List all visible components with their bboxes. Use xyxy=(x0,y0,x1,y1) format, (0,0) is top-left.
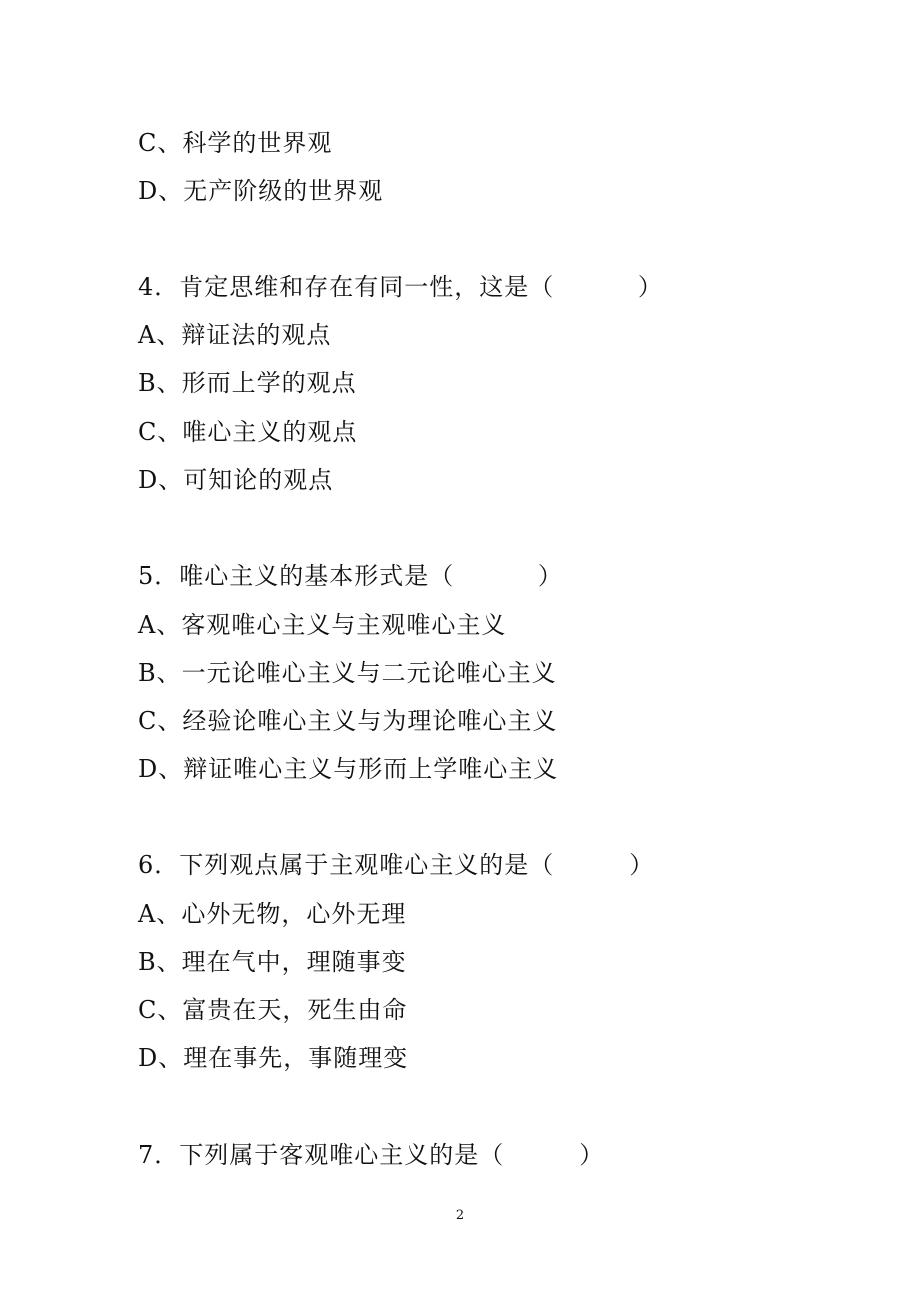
q3-option-d: D、无产阶级的世界观 xyxy=(138,177,384,205)
q4-option-d: D、可知论的观点 xyxy=(138,466,334,494)
q5-option-b: B、一元论唯心主义与二元论唯心主义 xyxy=(138,659,557,687)
q6-option-d: D、理在事先，事随理变 xyxy=(138,1044,409,1072)
q4-option-a: A、辩证法的观点 xyxy=(138,321,332,349)
q5-option-a: A、客观唯心主义与主观唯心主义 xyxy=(138,611,507,639)
q5-option-d: D、辩证唯心主义与形而上学唯心主义 xyxy=(138,755,559,783)
q6-option-a: A、心外无物，心外无理 xyxy=(138,900,407,928)
q6-option-c: C、富贵在天，死生由命 xyxy=(138,996,408,1024)
q7-stem: 7．下列属于客观唯心主义的是（ ） xyxy=(138,1141,605,1169)
q5-stem: 5．唯心主义的基本形式是（ ） xyxy=(138,562,563,590)
q3-option-c: C、科学的世界观 xyxy=(138,129,333,157)
q5-option-c: C、经验论唯心主义与为理论唯心主义 xyxy=(138,707,558,735)
q4-option-c: C、唯心主义的观点 xyxy=(138,418,358,446)
page-number: 2 xyxy=(455,1208,465,1223)
q6-option-b: B、理在气中，理随事变 xyxy=(138,948,407,976)
q4-stem: 4．肯定思维和存在有同一性，这是（ ） xyxy=(138,273,663,301)
q4-option-b: B、形而上学的观点 xyxy=(138,369,357,397)
q6-stem: 6．下列观点属于主观唯心主义的是（ ） xyxy=(138,851,655,879)
